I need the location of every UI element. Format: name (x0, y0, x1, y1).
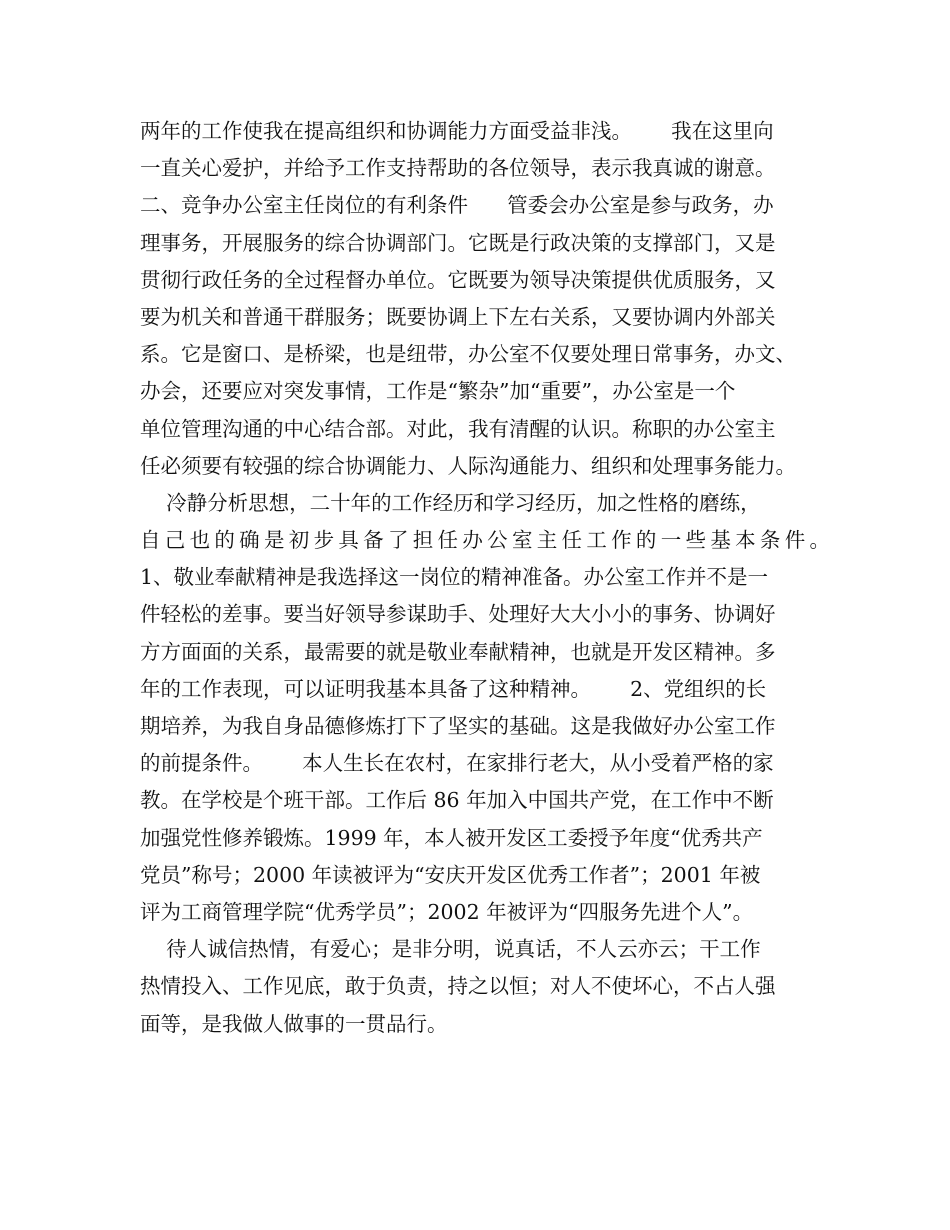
text-line: 1、敬业奉献精神是我选择这一岗位的精神准备。办公室工作并不是一 (140, 565, 769, 590)
text-line: 件轻松的差事。要当好领导参谋助手、处理好大大小小的事务、协调好 (140, 602, 776, 627)
text-line: 贯彻行政任务的全过程督办单位。它既要为领导决策提供优质服务，又 (140, 267, 776, 292)
text-line: 热情投入、工作见底，敢于负责，持之以恒；对人不使坏心，不占人强 (140, 974, 776, 999)
text-line: 的前提条件。 本人生长在农村，在家排行老大，从小受着严格的家 (140, 751, 774, 776)
text-line: 两年的工作使我在提高组织和协调能力方面受益非浅。 我在这里向 (140, 119, 774, 143)
text-line: 期培养，为我自身品德修炼打下了坚实的基础。这是我做好办公室工作 (140, 714, 776, 738)
text-line: 自己也的确是初步具备了担任办公室主任工作的一些基本条件。 (140, 528, 830, 553)
text-line: 任必须要有较强的综合协调能力、人际沟通能力、组织和处理事务能力。 (140, 453, 796, 478)
body-text (140, 113, 830, 1043)
text-line: 冷静分析思想，二十年的工作经历和学习经历，加之性格的磨练， (140, 490, 761, 515)
text-line: 加强党性修养锻炼。1999 年，本人被开发区工委授予年度“优秀共产 (140, 825, 763, 850)
text-line: 年的工作表现，可以证明我基本具备了这种精神。 2、党组织的长 (140, 676, 767, 701)
text-line: 党员”称号；2000 年读被评为“安庆开发区优秀工作者”；2001 年被 (140, 862, 761, 887)
text-line: 评为工商管理学院“优秀学员”；2002 年被评为“四服务先进个人”。 (140, 899, 754, 924)
text-line: 理事务，开展服务的综合协调部门。它既是行政决策的支撑部门，又是 (140, 230, 776, 255)
text-line: 单位管理沟通的中心结合部。对此，我有清醒的认识。称职的办公室主 (140, 416, 776, 441)
text-line: 教。在学校是个班干部。工作后 86 年加入中国共产党，在工作中不断 (140, 788, 774, 813)
text-line: 一直关心爱护，并给予工作支持帮助的各位领导，表示我真诚的谢意。 (140, 156, 776, 181)
text-line: 方方面面的关系，最需要的就是敬业奉献精神，也就是开发区精神。多 (140, 639, 776, 664)
text-line: 二、竞争办公室主任岗位的有利条件 管委会办公室是参与政务，办 (140, 193, 774, 218)
text-line: 待人诚信热情，有爱心；是非分明，说真话，不人云亦云；干工作 (140, 937, 761, 962)
text-line: 要为机关和普通干群服务；既要协调上下左右关系，又要协调内外部关 (140, 304, 776, 329)
text-line: 面等，是我做人做事的一贯品行。 (140, 1011, 448, 1036)
text-line: 系。它是窗口、是桥梁，也是纽带，办公室不仅要处理日常事务，办文、 (140, 342, 796, 367)
text-line: 办会，还要应对突发事情，工作是“繁杂”加“重要”，办公室是一个 (140, 379, 736, 404)
